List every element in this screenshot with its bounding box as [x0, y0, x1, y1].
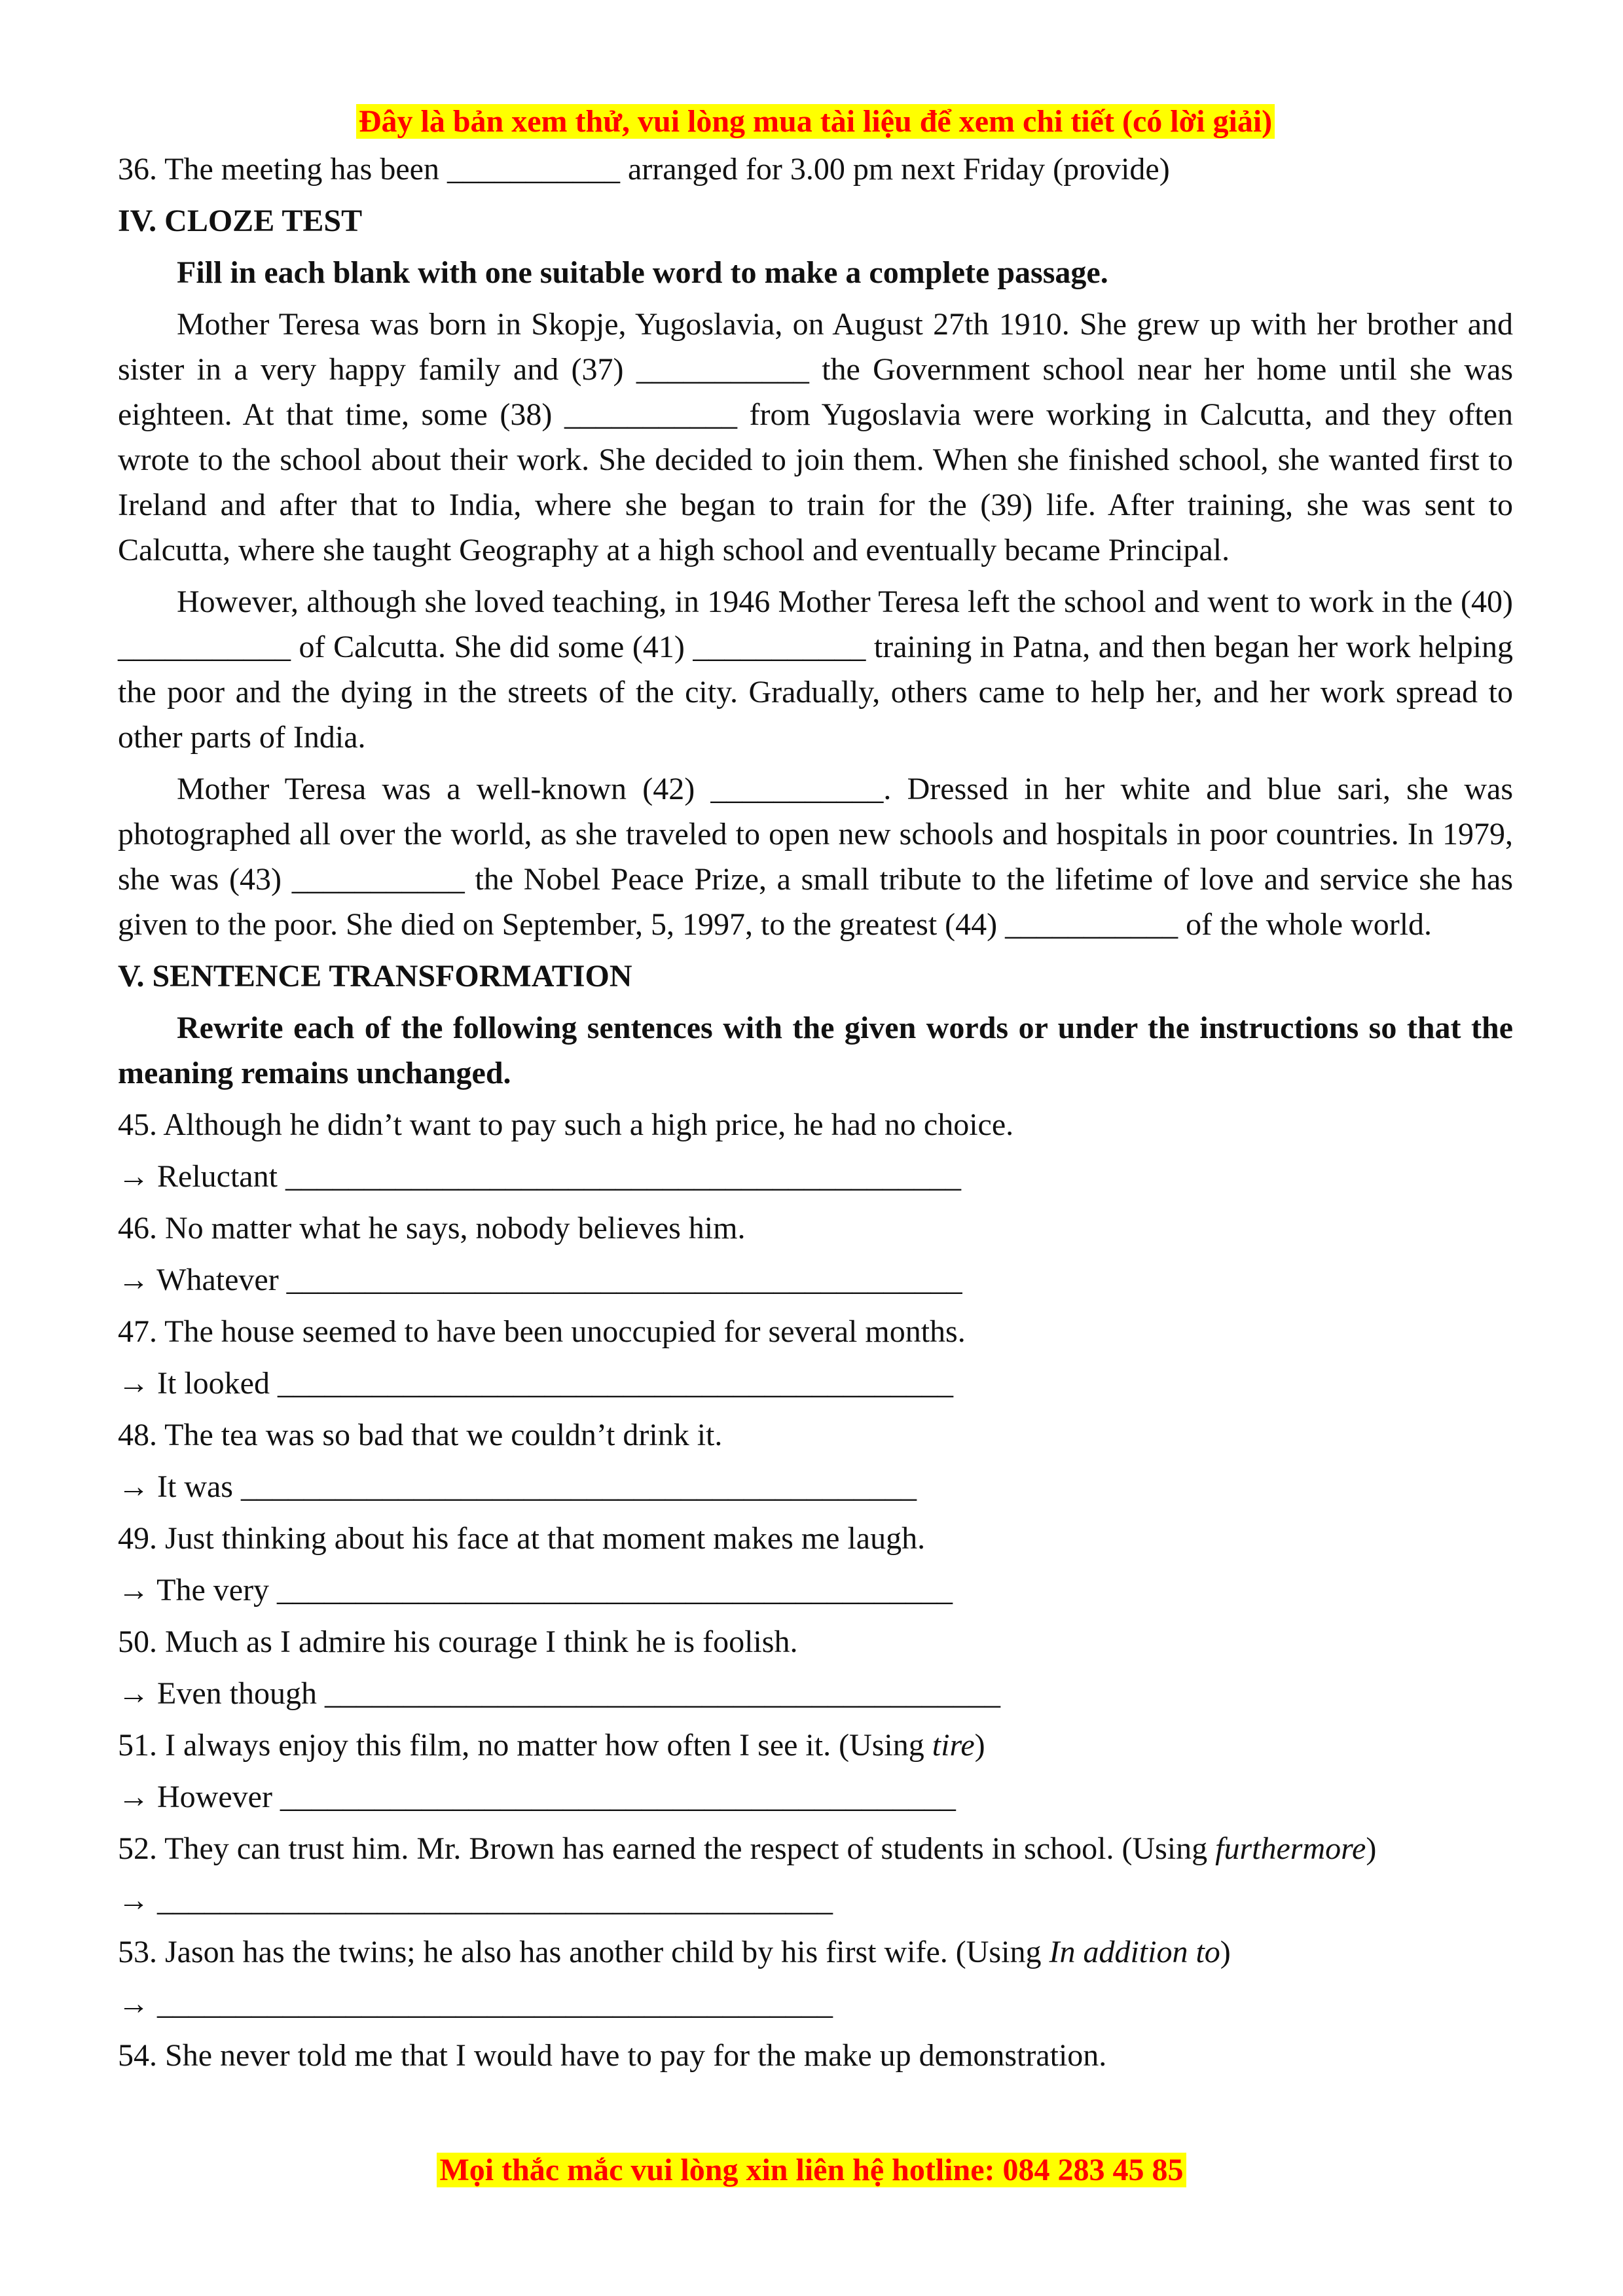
answer-line-49: → The very ___________________________________________	[118, 1573, 953, 1607]
answer-line-47: → It looked ___________________________________________	[118, 1366, 953, 1401]
answer-line-45: → Reluctant ___________________________________________	[118, 1159, 961, 1194]
question-53-end: )	[1220, 1935, 1231, 1969]
question-52-text: 52. They can trust him. Mr. Brown has earned the respect of students in school. (Using	[118, 1831, 1216, 1866]
section-cloze-title: IV. CLOZE TEST	[118, 204, 363, 238]
question-53-text: 53. Jason has the twins; he also has another child by his first wife. (Using	[118, 1935, 1049, 1969]
transformation-instruction: Rewrite each of the following sentences with the given words or under the instructions so that the meaning remains unchanged.	[118, 1011, 1513, 1090]
cloze-paragraph-2: However, although she loved teaching, in 1946 Mother Teresa left the school and went to work in the (40) ___________ of Calcutta. She did some (41) ___________ training in Patna, and then began her work helping the poor and the dying in the streets of the city. Gradually, others came to help her, and her work spread to other parts of India.	[118, 584, 1513, 755]
document-page	[118, 98, 1513, 2085]
answer-line-46: → Whatever ___________________________________________	[118, 1263, 962, 1297]
answer-line-50: → Even though ___________________________________________	[118, 1676, 1000, 1711]
question-51	[118, 1723, 1513, 1768]
answer-line-51: → However ___________________________________________	[118, 1780, 956, 1814]
question-50: 50. Much as I admire his courage I think he is foolish.	[118, 1624, 798, 1659]
question-53	[118, 1929, 1513, 1975]
question-53-keyword: In addition to	[1049, 1935, 1220, 1969]
answer-line-53: → ___________________________________________	[118, 1986, 833, 2021]
question-46: 46. No matter what he says, nobody believes him.	[118, 1211, 746, 1246]
cloze-paragraph-1: Mother Teresa was born in Skopje, Yugoslavia, on August 27th 1910. She grew up with her brother and sister in a very happy family and (37) ___________ the Government school near her home until she was eighteen. At that time, some (38) ___________ from Yugoslavia were working in Calcutta, and they often wrote to the school about their work. She decided to join them. When she finished school, she wanted first to Ireland and after that to India, where she began to train for the (39) life. After training, she was sent to Calcutta, where she taught Geography at a high school and eventually became Principal.	[118, 307, 1513, 567]
section-transformation-title: V. SENTENCE TRANSFORMATION	[118, 959, 632, 994]
question-47: 47. The house seemed to have been unoccupied for several months.	[118, 1314, 966, 1349]
hotline-banner	[0, 2147, 1623, 2194]
preview-banner	[118, 98, 1513, 145]
question-45: 45. Although he didn’t want to pay such a high price, he had no choice.	[118, 1107, 1014, 1142]
answer-line-48: → It was ___________________________________________	[118, 1469, 917, 1504]
cloze-paragraph-3: Mother Teresa was a well-known (42) ___________. Dressed in her white and blue sari, she was photographed all over the world, as she traveled to open new schools and hospitals in poor countries. In 1979, she was (43) ___________ the Nobel Peace Prize, a small tribute to the lifetime of love and service she has given to the poor. She died on September, 5, 1997, to the greatest (44) ___________ of the whole world.	[118, 772, 1513, 942]
cloze-instruction: Fill in each blank with one suitable word to make a complete passage.	[177, 255, 1108, 290]
question-49: 49. Just thinking about his face at that moment makes me laugh.	[118, 1521, 926, 1556]
question-52	[118, 1826, 1513, 1871]
preview-banner-text: Đây là bản xem thử, vui lòng mua tài liệu để xem chi tiết (có lời giải)	[356, 104, 1275, 139]
question-51-keyword: tire	[932, 1728, 975, 1763]
question-54: 54. She never told me that I would have to pay for the make up demonstration.	[118, 2038, 1107, 2073]
question-48: 48. The tea was so bad that we couldn’t drink it.	[118, 1418, 723, 1452]
question-52-end: )	[1366, 1831, 1377, 1866]
question-52-keyword: furthermore	[1215, 1831, 1366, 1866]
answer-line-52: → ___________________________________________	[118, 1883, 833, 1918]
question-36: 36. The meeting has been ___________ arranged for 3.00 pm next Friday (provide)	[118, 152, 1170, 187]
question-51-text: 51. I always enjoy this film, no matter how often I see it. (Using	[118, 1728, 932, 1763]
question-51-end: )	[974, 1728, 985, 1763]
hotline-banner-text: Mọi thắc mắc vui lòng xin liên hệ hotline: 084 283 45 85	[437, 2153, 1186, 2187]
